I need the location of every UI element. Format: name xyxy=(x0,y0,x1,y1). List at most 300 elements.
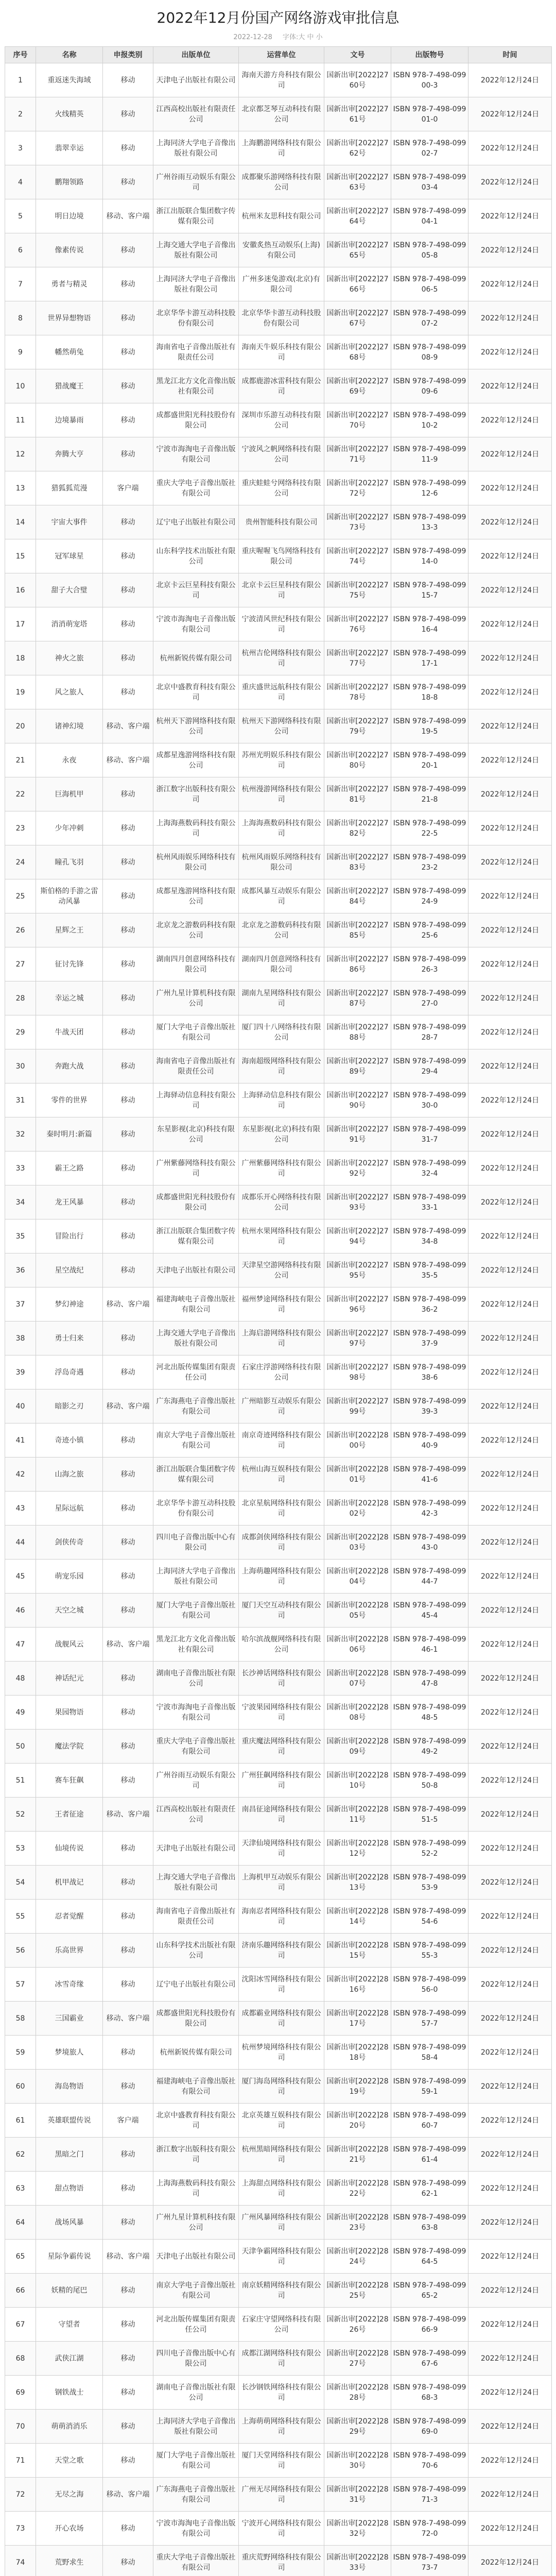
cell-name: 像素传说 xyxy=(36,233,103,267)
cell-operator: 海南超级网络科技有限公司 xyxy=(239,1049,324,1083)
cell-isbn: ISBN 978-7-498-09926-3 xyxy=(391,947,468,981)
cell-doc-number: 国新出审[2022]2793号 xyxy=(324,1185,391,1219)
cell-doc-number: 国新出审[2022]2814号 xyxy=(324,1900,391,1934)
cell-date: 2022年12月24日 xyxy=(468,1968,552,2002)
cell-operator: 贵州智能科技有限公司 xyxy=(239,505,324,539)
cell-date: 2022年12月24日 xyxy=(468,1798,552,1832)
cell-name: 风之旅人 xyxy=(36,675,103,709)
cell-operator: 重庆魔法网络科技有限公司 xyxy=(239,1730,324,1764)
cell-category: 移动 xyxy=(103,1900,153,1934)
cell-date: 2022年12月24日 xyxy=(468,97,552,131)
cell-isbn: ISBN 978-7-498-09945-4 xyxy=(391,1594,468,1628)
cell-date: 2022年12月24日 xyxy=(468,233,552,267)
cell-name: 消消萌宠塔 xyxy=(36,607,103,641)
cell-date: 2022年12月24日 xyxy=(468,165,552,199)
cell-publisher: 北京卡云巨星科技有限公司 xyxy=(153,573,239,607)
cell-operator: 石家庄守望网络科技有限公司 xyxy=(239,2308,324,2342)
cell-operator: 广州无尽网络科技有限公司 xyxy=(239,2478,324,2512)
cell-date: 2022年12月24日 xyxy=(468,301,552,335)
cell-isbn: ISBN 978-7-498-09935-5 xyxy=(391,1253,468,1287)
cell-date: 2022年12月24日 xyxy=(468,1253,552,1287)
cell-doc-number: 国新出审[2022]2761号 xyxy=(324,97,391,131)
cell-category: 移动 xyxy=(103,1355,153,1389)
cell-operator: 杭州梦境网络科技有限公司 xyxy=(239,2036,324,2070)
cell-index: 65 xyxy=(5,2240,36,2274)
cell-operator: 深圳市乐游互动科技有限公司 xyxy=(239,403,324,437)
cell-operator: 宁波果园网络科技有限公司 xyxy=(239,1696,324,1730)
cell-category: 移动 xyxy=(103,1185,153,1219)
cell-isbn: ISBN 978-7-498-09956-0 xyxy=(391,1968,468,2002)
table-row xyxy=(5,1049,552,1083)
table-row xyxy=(5,743,552,777)
cell-isbn: ISBN 978-7-498-09908-9 xyxy=(391,335,468,369)
cell-index: 7 xyxy=(5,267,36,301)
cell-doc-number: 国新出审[2022]2782号 xyxy=(324,811,391,845)
cell-index: 6 xyxy=(5,233,36,267)
cell-doc-number: 国新出审[2022]2764号 xyxy=(324,199,391,233)
cell-category: 移动 xyxy=(103,2342,153,2376)
cell-index: 9 xyxy=(5,335,36,369)
cell-index: 17 xyxy=(5,607,36,641)
table-row xyxy=(5,1730,552,1764)
cell-index: 32 xyxy=(5,1117,36,1151)
cell-publisher: 河北出版传媒集团有限责任公司 xyxy=(153,2308,239,2342)
cell-category: 移动、客户端 xyxy=(103,709,153,743)
cell-category: 移动 xyxy=(103,2410,153,2444)
cell-doc-number: 国新出审[2022]2815号 xyxy=(324,1934,391,1968)
cell-isbn: ISBN 978-7-498-09900-3 xyxy=(391,63,468,97)
cell-operator: 湖南四月创意网络科技有限公司 xyxy=(239,947,324,981)
cell-doc-number: 国新出审[2022]2762号 xyxy=(324,131,391,165)
table-row xyxy=(5,1083,552,1117)
cell-isbn: ISBN 978-7-498-09911-9 xyxy=(391,437,468,471)
cell-operator: 重庆喔喔飞鸟网络科技有限公司 xyxy=(239,539,324,573)
cell-isbn: ISBN 978-7-498-09973-7 xyxy=(391,2546,468,2576)
cell-index: 33 xyxy=(5,1151,36,1185)
cell-operator: 上海甜点网络科技有限公司 xyxy=(239,2172,324,2206)
cell-isbn: ISBN 978-7-498-09943-0 xyxy=(391,1526,468,1560)
cell-index: 16 xyxy=(5,573,36,607)
cell-date: 2022年12月24日 xyxy=(468,2512,552,2546)
cell-operator: 上海鹏游网络科技有限公司 xyxy=(239,131,324,165)
cell-category: 移动 xyxy=(103,2138,153,2172)
cell-date: 2022年12月24日 xyxy=(468,1015,552,1049)
cell-doc-number: 国新出审[2022]2825号 xyxy=(324,2274,391,2308)
cell-name: 征讨先锋 xyxy=(36,947,103,981)
cell-publisher: 山东科学技术出版社有限公司 xyxy=(153,1934,239,1968)
column-header: 出版单位 xyxy=(153,47,239,63)
cell-publisher: 上海交通大学电子音像出版社有限公司 xyxy=(153,1321,239,1355)
cell-isbn: ISBN 978-7-498-09961-4 xyxy=(391,2138,468,2172)
cell-publisher: 山东科学技术出版社有限公司 xyxy=(153,539,239,573)
cell-isbn: ISBN 978-7-498-09946-1 xyxy=(391,1628,468,1662)
cell-publisher: 江西高校出版社有限责任公司 xyxy=(153,1798,239,1832)
cell-publisher: 杭州风雨娱乐网络科技有限公司 xyxy=(153,845,239,879)
cell-index: 36 xyxy=(5,1253,36,1287)
cell-date: 2022年12月24日 xyxy=(468,777,552,811)
cell-category: 移动 xyxy=(103,1730,153,1764)
cell-category: 移动 xyxy=(103,1423,153,1458)
cell-date: 2022年12月24日 xyxy=(468,199,552,233)
table-row xyxy=(5,845,552,879)
cell-name: 萌宠乐园 xyxy=(36,1560,103,1594)
cell-category: 移动 xyxy=(103,437,153,471)
cell-index: 41 xyxy=(5,1423,36,1458)
cell-date: 2022年12月24日 xyxy=(468,675,552,709)
cell-isbn: ISBN 978-7-498-09913-3 xyxy=(391,505,468,539)
cell-isbn: ISBN 978-7-498-09920-1 xyxy=(391,743,468,777)
cell-operator: 宁波风之帆网络科技有限公司 xyxy=(239,437,324,471)
cell-category: 移动 xyxy=(103,1866,153,1900)
cell-operator: 天津星空游网络科技有限公司 xyxy=(239,1253,324,1287)
cell-isbn: ISBN 978-7-498-09930-0 xyxy=(391,1083,468,1117)
table-row xyxy=(5,1934,552,1968)
cell-publisher: 广州谷雨互动娱乐有限公司 xyxy=(153,1764,239,1798)
cell-isbn: ISBN 978-7-498-09936-2 xyxy=(391,1287,468,1321)
cell-doc-number: 国新出审[2022]2808号 xyxy=(324,1696,391,1730)
cell-index: 4 xyxy=(5,165,36,199)
cell-doc-number: 国新出审[2022]2810号 xyxy=(324,1764,391,1798)
table-row xyxy=(5,2070,552,2104)
table-body xyxy=(5,63,552,2576)
cell-index: 3 xyxy=(5,131,36,165)
cell-isbn: ISBN 978-7-498-09909-6 xyxy=(391,369,468,403)
cell-isbn: ISBN 978-7-498-09942-3 xyxy=(391,1492,468,1526)
meta-info xyxy=(5,29,551,46)
table-row xyxy=(5,2172,552,2206)
cell-category: 移动 xyxy=(103,2308,153,2342)
cell-date: 2022年12月24日 xyxy=(468,1730,552,1764)
cell-publisher: 重庆大学电子音像出版社有限公司 xyxy=(153,1730,239,1764)
cell-category: 移动 xyxy=(103,1151,153,1185)
cell-index: 14 xyxy=(5,505,36,539)
cell-operator: 重庆荒野网络科技有限公司 xyxy=(239,2546,324,2576)
table-row xyxy=(5,1287,552,1321)
cell-name: 果园物语 xyxy=(36,1696,103,1730)
cell-publisher: 厦门大学电子音像出版社有限公司 xyxy=(153,1015,239,1049)
cell-operator: 安徽炙热互动娱乐(上海)有限公司 xyxy=(239,233,324,267)
cell-doc-number: 国新出审[2022]2824号 xyxy=(324,2240,391,2274)
table-row xyxy=(5,1355,552,1389)
table-row xyxy=(5,607,552,641)
cell-name: 秦时明月:新篇 xyxy=(36,1117,103,1151)
cell-isbn: ISBN 978-7-498-09929-4 xyxy=(391,1049,468,1083)
font-size-control[interactable]: 字体:大 中 小 xyxy=(283,33,323,41)
cell-category: 移动 xyxy=(103,1117,153,1151)
table-row xyxy=(5,1900,552,1934)
cell-doc-number: 国新出审[2022]2831号 xyxy=(324,2478,391,2512)
cell-date: 2022年12月24日 xyxy=(468,1764,552,1798)
cell-operator: 上海萌萌网络科技有限公司 xyxy=(239,2410,324,2444)
cell-category: 移动 xyxy=(103,777,153,811)
cell-date: 2022年12月24日 xyxy=(468,131,552,165)
table-row xyxy=(5,301,552,335)
cell-operator: 北京龙之游数码科技有限公司 xyxy=(239,913,324,947)
cell-date: 2022年12月24日 xyxy=(468,2002,552,2036)
cell-isbn: ISBN 978-7-498-09917-1 xyxy=(391,641,468,675)
cell-index: 74 xyxy=(5,2546,36,2576)
table-row xyxy=(5,1151,552,1185)
cell-name: 海岛物语 xyxy=(36,2070,103,2104)
cell-name: 无尽之海 xyxy=(36,2478,103,2512)
cell-isbn: ISBN 978-7-498-09951-5 xyxy=(391,1798,468,1832)
cell-isbn: ISBN 978-7-498-09937-9 xyxy=(391,1321,468,1355)
cell-operator: 广州风暴网络科技有限公司 xyxy=(239,2206,324,2240)
table-row xyxy=(5,1560,552,1594)
cell-index: 13 xyxy=(5,471,36,505)
cell-isbn: ISBN 978-7-498-09923-2 xyxy=(391,845,468,879)
cell-publisher: 宁波市海淘电子音像出版有限公司 xyxy=(153,437,239,471)
cell-operator: 宁波开心网络科技有限公司 xyxy=(239,2512,324,2546)
cell-publisher: 天津电子出版社有限公司 xyxy=(153,2240,239,2274)
cell-category: 移动 xyxy=(103,675,153,709)
table-row xyxy=(5,2410,552,2444)
cell-index: 60 xyxy=(5,2070,36,2104)
cell-name: 剑侠传奇 xyxy=(36,1526,103,1560)
table-row xyxy=(5,1526,552,1560)
cell-publisher: 辽宁电子出版社有限公司 xyxy=(153,1968,239,2002)
cell-index: 34 xyxy=(5,1185,36,1219)
cell-isbn: ISBN 978-7-498-09907-2 xyxy=(391,301,468,335)
cell-doc-number: 国新出审[2022]2789号 xyxy=(324,1049,391,1083)
cell-doc-number: 国新出审[2022]2776号 xyxy=(324,607,391,641)
table-row xyxy=(5,2036,552,2070)
table-row xyxy=(5,879,552,913)
cell-operator: 湖南九星网络科技有限公司 xyxy=(239,981,324,1015)
cell-operator: 重庆蛙蛙兮网络科技有限公司 xyxy=(239,471,324,505)
cell-category: 移动 xyxy=(103,1492,153,1526)
cell-name: 明日边境 xyxy=(36,199,103,233)
cell-date: 2022年12月24日 xyxy=(468,2308,552,2342)
cell-doc-number: 国新出审[2022]2786号 xyxy=(324,947,391,981)
cell-isbn: ISBN 978-7-498-09950-8 xyxy=(391,1764,468,1798)
cell-publisher: 上海同济大学电子音像出版社有限公司 xyxy=(153,267,239,301)
cell-name: 永夜 xyxy=(36,743,103,777)
cell-date: 2022年12月24日 xyxy=(468,2274,552,2308)
cell-operator: 沈阳冰雪网络科技有限公司 xyxy=(239,1968,324,2002)
column-header: 申报类别 xyxy=(103,47,153,63)
cell-isbn: ISBN 978-7-498-09964-5 xyxy=(391,2240,468,2274)
cell-name: 星辉之王 xyxy=(36,913,103,947)
cell-isbn: ISBN 978-7-498-09948-5 xyxy=(391,1696,468,1730)
cell-name: 暗影之刃 xyxy=(36,1389,103,1423)
cell-index: 38 xyxy=(5,1321,36,1355)
cell-index: 30 xyxy=(5,1049,36,1083)
cell-doc-number: 国新出审[2022]2821号 xyxy=(324,2138,391,2172)
column-header: 名称 xyxy=(36,47,103,63)
table-row xyxy=(5,2444,552,2478)
cell-index: 50 xyxy=(5,1730,36,1764)
cell-name: 鹏翔领路 xyxy=(36,165,103,199)
cell-doc-number: 国新出审[2022]2797号 xyxy=(324,1321,391,1355)
cell-name: 巨海机甲 xyxy=(36,777,103,811)
cell-name: 世界异想物语 xyxy=(36,301,103,335)
cell-isbn: ISBN 978-7-498-09939-3 xyxy=(391,1389,468,1423)
cell-index: 5 xyxy=(5,199,36,233)
cell-isbn: ISBN 978-7-498-09910-2 xyxy=(391,403,468,437)
cell-date: 2022年12月24日 xyxy=(468,1321,552,1355)
cell-name: 奇迹小镇 xyxy=(36,1423,103,1458)
cell-category: 移动 xyxy=(103,403,153,437)
cell-date: 2022年12月24日 xyxy=(468,1355,552,1389)
table-row xyxy=(5,709,552,743)
cell-date: 2022年12月24日 xyxy=(468,1083,552,1117)
cell-category: 移动 xyxy=(103,573,153,607)
table-row xyxy=(5,403,552,437)
cell-name: 冠军球星 xyxy=(36,539,103,573)
cell-publisher: 浙江出版联合集团数字传媒有限公司 xyxy=(153,1219,239,1253)
cell-index: 44 xyxy=(5,1526,36,1560)
cell-name: 战舰风云 xyxy=(36,1628,103,1662)
cell-doc-number: 国新出审[2022]2794号 xyxy=(324,1219,391,1253)
cell-publisher: 宁波市海淘电子音像出版有限公司 xyxy=(153,607,239,641)
column-header: 序号 xyxy=(5,47,36,63)
cell-date: 2022年12月24日 xyxy=(468,947,552,981)
cell-operator: 上海机甲互动娱乐有限公司 xyxy=(239,1866,324,1900)
cell-name: 浮岛奇遇 xyxy=(36,1355,103,1389)
cell-name: 钢铁战士 xyxy=(36,2376,103,2410)
cell-publisher: 北京华华卡游互动科技股份有限公司 xyxy=(153,301,239,335)
cell-category: 移动 xyxy=(103,1696,153,1730)
cell-category: 移动 xyxy=(103,607,153,641)
cell-doc-number: 国新出审[2022]2766号 xyxy=(324,267,391,301)
cell-doc-number: 国新出审[2022]2829号 xyxy=(324,2410,391,2444)
cell-index: 24 xyxy=(5,845,36,879)
table-row xyxy=(5,1798,552,1832)
cell-publisher: 江西高校出版社有限责任公司 xyxy=(153,97,239,131)
cell-date: 2022年12月24日 xyxy=(468,1117,552,1151)
cell-operator: 重庆盛世远航科技有限公司 xyxy=(239,675,324,709)
cell-publisher: 成都星逸游网络科技有限公司 xyxy=(153,879,239,913)
cell-date: 2022年12月24日 xyxy=(468,505,552,539)
cell-date: 2022年12月24日 xyxy=(468,2376,552,2410)
cell-isbn: ISBN 978-7-498-09933-1 xyxy=(391,1185,468,1219)
cell-date: 2022年12月24日 xyxy=(468,811,552,845)
cell-doc-number: 国新出审[2022]2805号 xyxy=(324,1594,391,1628)
cell-operator: 杭州米友思科技有限公司 xyxy=(239,199,324,233)
cell-doc-number: 国新出审[2022]2784号 xyxy=(324,879,391,913)
cell-doc-number: 国新出审[2022]2798号 xyxy=(324,1355,391,1389)
cell-date: 2022年12月24日 xyxy=(468,1151,552,1185)
cell-category: 移动 xyxy=(103,2274,153,2308)
cell-category: 移动 xyxy=(103,1049,153,1083)
cell-operator: 海南天游方舟科技有限公司 xyxy=(239,63,324,97)
table-row xyxy=(5,1832,552,1866)
table-row xyxy=(5,369,552,403)
cell-doc-number: 国新出审[2022]2828号 xyxy=(324,2376,391,2410)
cell-publisher: 南京大学电子音像出版社有限公司 xyxy=(153,2274,239,2308)
table-row xyxy=(5,1185,552,1219)
cell-name: 魔法学院 xyxy=(36,1730,103,1764)
cell-category: 移动 xyxy=(103,641,153,675)
cell-operator: 厦门天空互动科技有限公司 xyxy=(239,1594,324,1628)
cell-publisher: 杭州新锐传媒有限公司 xyxy=(153,641,239,675)
cell-operator: 广州紫藤网络科技有限公司 xyxy=(239,1151,324,1185)
cell-category: 移动 xyxy=(103,1321,153,1355)
cell-index: 63 xyxy=(5,2172,36,2206)
cell-operator: 南京奇迹网络科技有限公司 xyxy=(239,1423,324,1458)
cell-doc-number: 国新出审[2022]2806号 xyxy=(324,1628,391,1662)
cell-index: 26 xyxy=(5,913,36,947)
cell-doc-number: 国新出审[2022]2785号 xyxy=(324,913,391,947)
cell-publisher: 上海海燕数码科技有限公司 xyxy=(153,811,239,845)
cell-isbn: ISBN 978-7-498-09971-3 xyxy=(391,2478,468,2512)
cell-isbn: ISBN 978-7-498-09912-6 xyxy=(391,471,468,505)
cell-operator: 杭州天下游网络科技有限公司 xyxy=(239,709,324,743)
cell-publisher: 成都盛世阳光科技股份有限公司 xyxy=(153,403,239,437)
cell-doc-number: 国新出审[2022]2819号 xyxy=(324,2070,391,2104)
publish-date: 2022-12-28 xyxy=(233,33,272,41)
cell-date: 2022年12月24日 xyxy=(468,607,552,641)
cell-name: 星际争霸传说 xyxy=(36,2240,103,2274)
cell-index: 28 xyxy=(5,981,36,1015)
cell-date: 2022年12月24日 xyxy=(468,879,552,913)
cell-name: 赛车狂飙 xyxy=(36,1764,103,1798)
cell-isbn: ISBN 978-7-498-09958-4 xyxy=(391,2036,468,2070)
cell-publisher: 浙江出版联合集团数字传媒有限公司 xyxy=(153,1458,239,1492)
cell-isbn: ISBN 978-7-498-09916-4 xyxy=(391,607,468,641)
cell-category: 移动 xyxy=(103,947,153,981)
cell-name: 瞳孔飞羽 xyxy=(36,845,103,879)
cell-index: 59 xyxy=(5,2036,36,2070)
cell-operator: 广州狂飙网络科技有限公司 xyxy=(239,1764,324,1798)
cell-publisher: 四川电子音像出版中心有限公司 xyxy=(153,1526,239,1560)
cell-publisher: 上海同济大学电子音像出版社有限公司 xyxy=(153,131,239,165)
cell-date: 2022年12月24日 xyxy=(468,743,552,777)
cell-isbn: ISBN 978-7-498-09972-0 xyxy=(391,2512,468,2546)
cell-index: 62 xyxy=(5,2138,36,2172)
table-row xyxy=(5,2240,552,2274)
cell-doc-number: 国新出审[2022]2809号 xyxy=(324,1730,391,1764)
cell-index: 43 xyxy=(5,1492,36,1526)
cell-category: 移动 xyxy=(103,267,153,301)
cell-publisher: 福建海峡电子音像出版社有限公司 xyxy=(153,2070,239,2104)
cell-index: 67 xyxy=(5,2308,36,2342)
cell-category: 移动 xyxy=(103,2512,153,2546)
cell-category: 移动 xyxy=(103,2376,153,2410)
cell-operator: 成都江湖网络科技有限公司 xyxy=(239,2342,324,2376)
cell-index: 47 xyxy=(5,1628,36,1662)
cell-category: 移动、客户端 xyxy=(103,1389,153,1423)
table-row xyxy=(5,1458,552,1492)
cell-isbn: ISBN 978-7-498-09938-6 xyxy=(391,1355,468,1389)
cell-name: 机甲战记 xyxy=(36,1866,103,1900)
cell-date: 2022年12月24日 xyxy=(468,1628,552,1662)
cell-name: 猎狐狐荒漫 xyxy=(36,471,103,505)
table-row xyxy=(5,165,552,199)
cell-date: 2022年12月24日 xyxy=(468,1458,552,1492)
cell-publisher: 浙江出版联合集团数字传媒有限公司 xyxy=(153,199,239,233)
table-row xyxy=(5,63,552,97)
cell-date: 2022年12月24日 xyxy=(468,1866,552,1900)
cell-doc-number: 国新出审[2022]2775号 xyxy=(324,573,391,607)
cell-operator: 苏州光明娱乐科技有限公司 xyxy=(239,743,324,777)
cell-doc-number: 国新出审[2022]2767号 xyxy=(324,301,391,335)
cell-operator: 上海萌趣网络科技有限公司 xyxy=(239,1560,324,1594)
cell-operator: 杭州黑暗网络科技有限公司 xyxy=(239,2138,324,2172)
cell-operator: 成都乐开心网络科技有限公司 xyxy=(239,1185,324,1219)
cell-isbn: ISBN 978-7-498-09906-5 xyxy=(391,267,468,301)
cell-operator: 上海启游网络科技有限公司 xyxy=(239,1321,324,1355)
cell-isbn: ISBN 978-7-498-09922-5 xyxy=(391,811,468,845)
cell-doc-number: 国新出审[2022]2774号 xyxy=(324,539,391,573)
cell-index: 42 xyxy=(5,1458,36,1492)
cell-isbn: ISBN 978-7-498-09969-0 xyxy=(391,2410,468,2444)
cell-name: 忍者觉醒 xyxy=(36,1900,103,1934)
cell-name: 天空之城 xyxy=(36,1594,103,1628)
cell-index: 8 xyxy=(5,301,36,335)
cell-index: 56 xyxy=(5,1934,36,1968)
